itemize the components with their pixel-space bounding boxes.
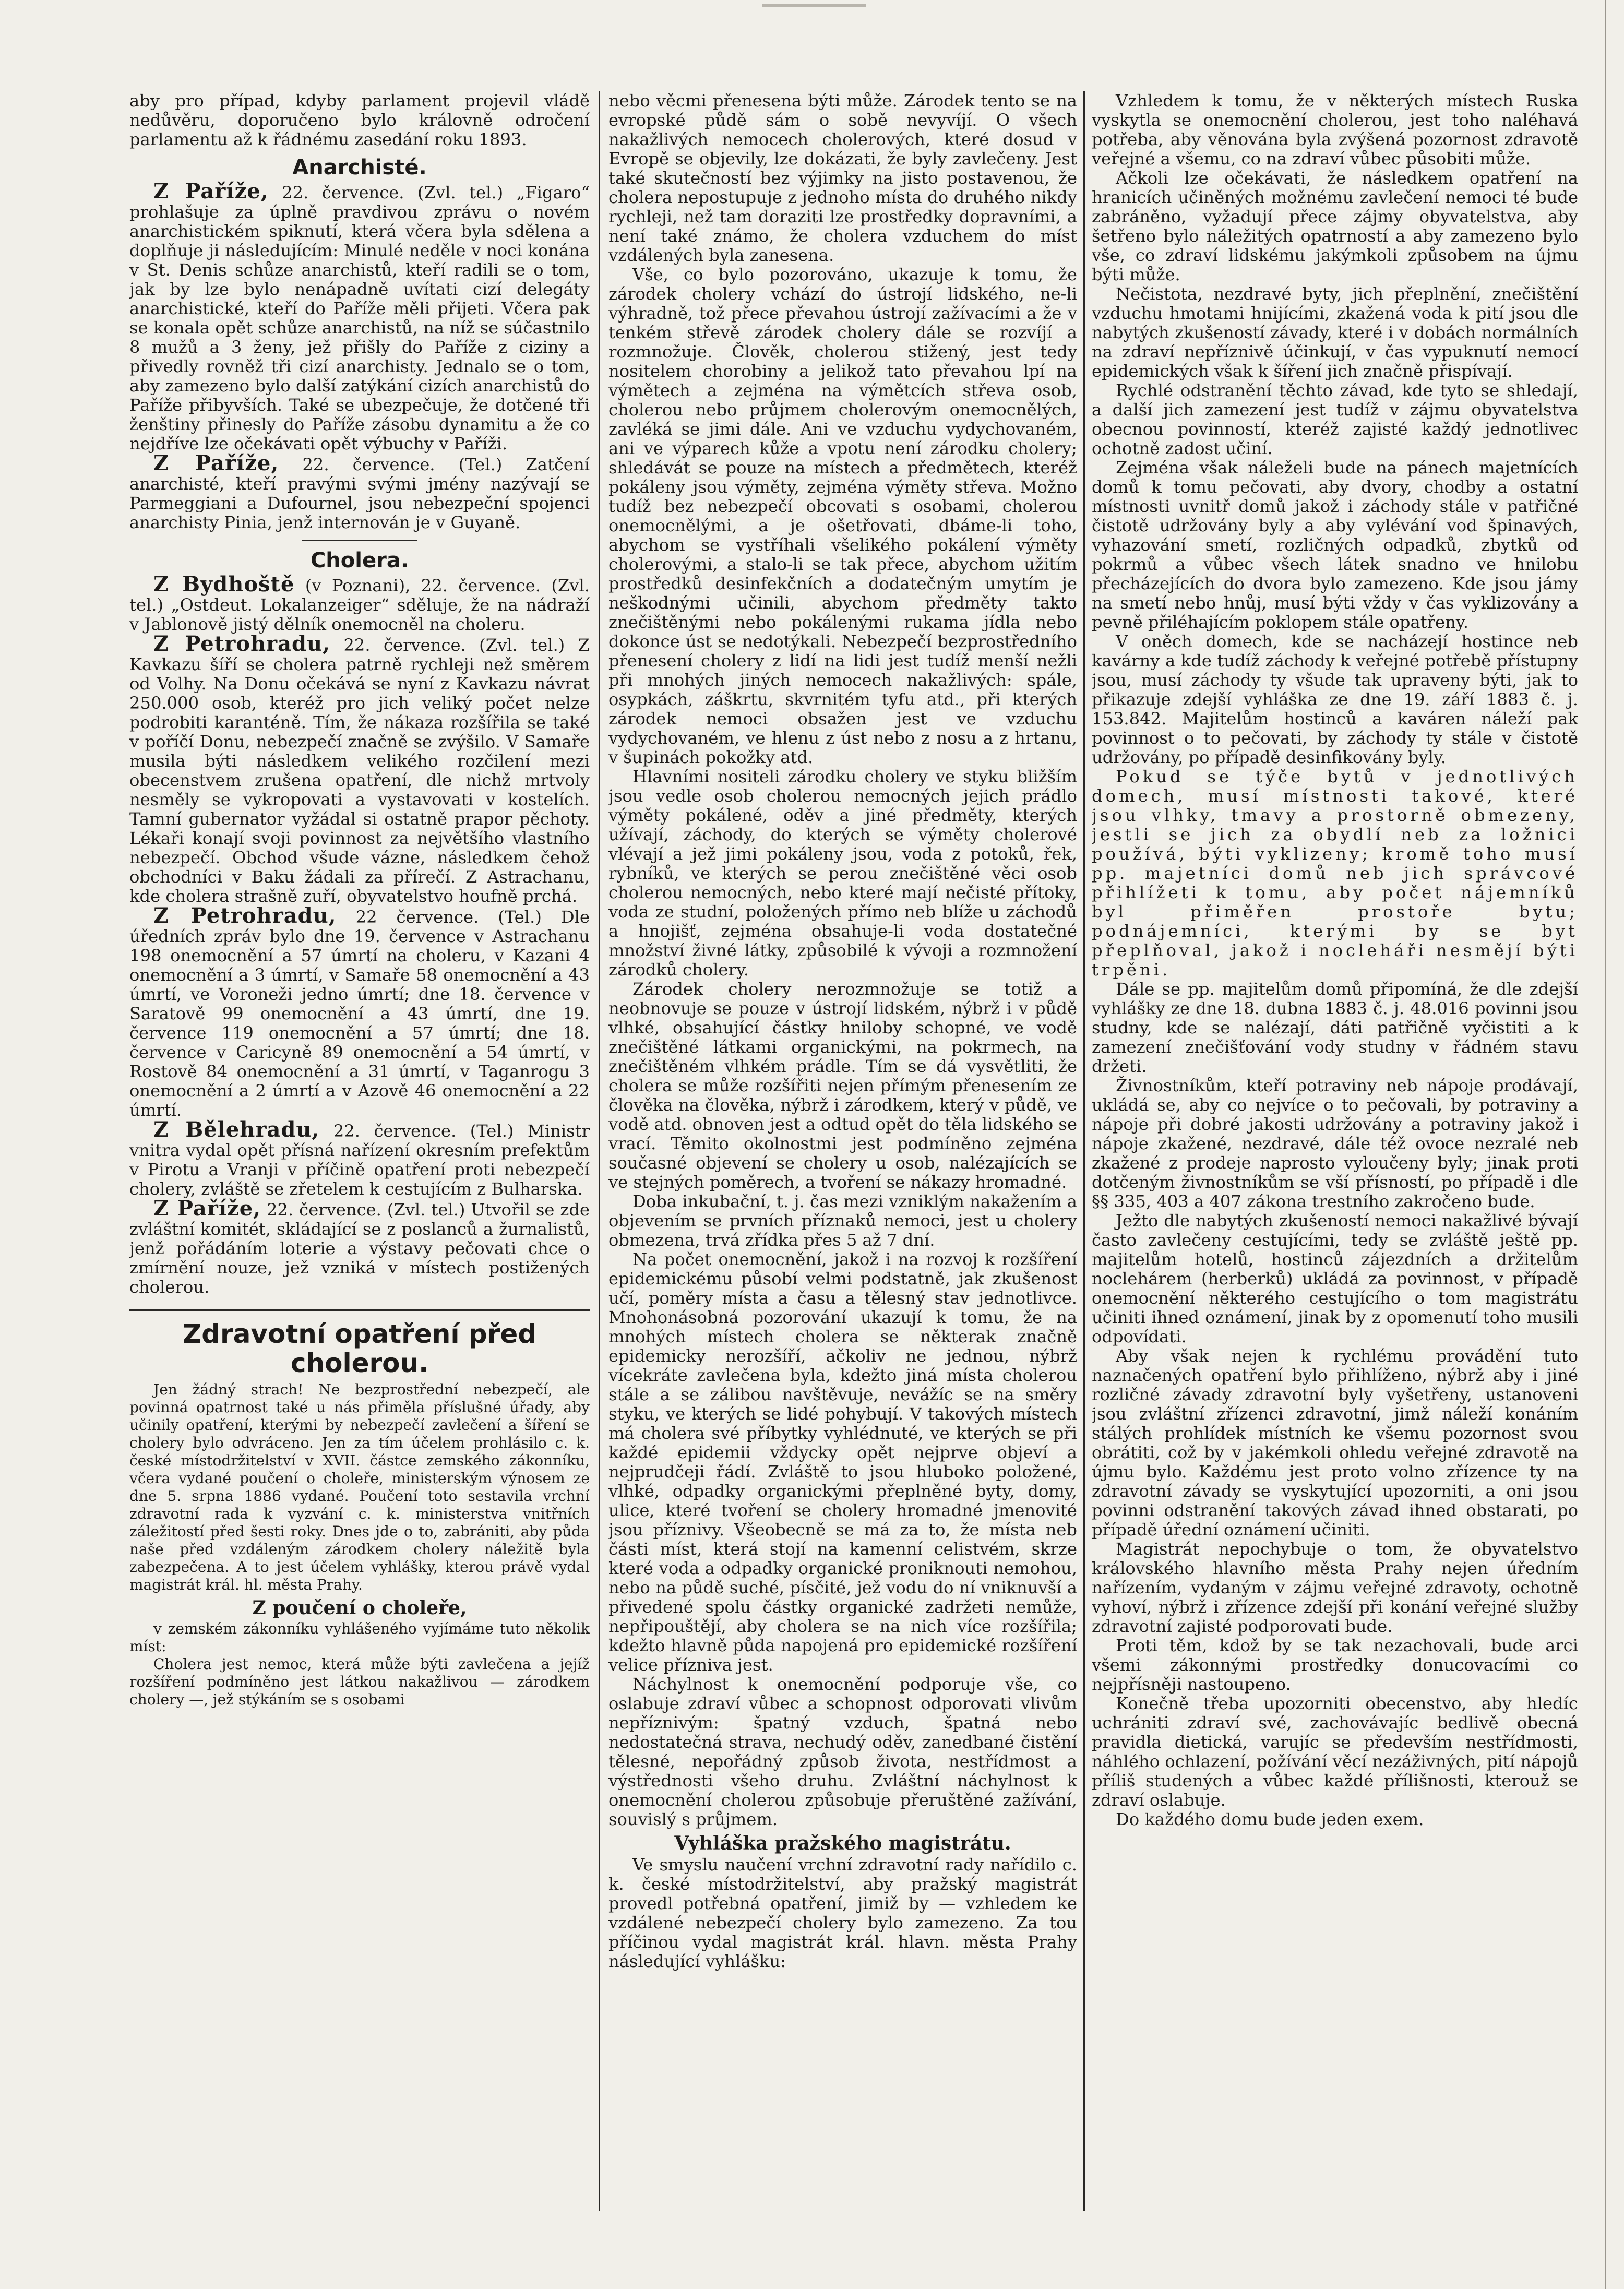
page-top-mark — [762, 4, 866, 7]
paragraph: Hlavními nositeli zárodku cholery ve styku bližším jsou vedle osob cholerou nemocných jejich prádlo výměty pokálené, oděv a jiné předměty, kterých užívají, záchody, do kterých se výměty cholerové vlévají a jež jimi pokáleny jsou, voda z potoků, řek, rybníků, ve kterých se perou znečištěné věci osob cholerou nemocných, nebo které mají nečisté přítoky, voda ze studní, položených přímo neb blíže u záchodů a hnojišť, zejména obsahuje-li voda dostatečné množství živné látky, způsobilé k vývoji a rozmnožení zárodků cholery. — [608, 767, 1077, 980]
article-text: 22. července. (Tel.) Zatčení anarchisté, kteří pravými svými jmény nazývají se Parmeggiani a Dufournel, jsou nebezpeční spojenci anarchisty Pinia, jenž internován je v Guyaně. — [129, 455, 590, 532]
page-binding-edge — [1605, 0, 1606, 2289]
article-text: 22. července. (Zvl. tel.) Z Kavkazu šíří se cholera patrně rychleji než směrem od Volhy. Na Donu očekává se nyní z Kavkazu návrat 250.000 osob, kteréž pro jich veliký počet nelze podrobiti karanténě. Tím, že nákaza rozšířila se také v poříčí Donu, nebezpečí značně se zvýšilo. V Samaře musila býti následkem velikého rozčilení mezi obecenstvem zrušena opatření, dle nichž mrtvoly nesměly se vykropovati a vystavovati v kostelích. Tamní gubernator vyžádal si ostatně prapor pěchoty. Lékaři konají svoji povinnost za největšího vlastního nebezpečí. Obchod všude vázne, následkem čehož obchodníci v Baku žádali za přírečí. Z Astrachanu, kde cholera strašně zuří, obyvatelstvo houfně prchá. — [129, 635, 590, 906]
column-rule-2 — [1083, 91, 1085, 2211]
paragraph: Dále se pp. majitelům domů připomíná, že dle zdejší vyhlášky ze dne 18. dubna 1883 č. j. 48.016 povinni jsou studny, kde se nalézají, dáti patřičně vyčistiti a k zamezení znečišťování vody studny v řádném stavu držeti. — [1092, 979, 1578, 1076]
pouceni-paragraph-2: Cholera jest nemoc, která může býti zavlečena a jejíž rozšíření podmíněno jest látkou nakažlivou — zárodkem cholery —, jež stýkáním se s osobami — [129, 1655, 590, 1708]
section-heading-anarchiste: Anarchisté. — [292, 156, 427, 180]
paragraph: Živnostníkům, kteří potraviny neb nápoje prodávají, ukládá se, aby co nejvíce o to pečovali, by potraviny a nápoje při dobré jakosti udržovány a potraviny jakož i nápoje zkažené, nezdravé, dále též ovoce nezralé neb zkažené z prodeje naprosto vyloučeny byly; jinak proti dotčeným živnostníkům se vší přísností, po případě i dle §§ 335, 403 a 407 zákona trestního zakročeno bude. — [1092, 1076, 1578, 1211]
article-text: 22. července. (Tel.) Ministr vnitra vydal opět přísná nařízení okresním prefektům v Pirotu a Vranji v příčině opatření proti nebezpečí cholery, zvláště se zřetelem k cestujícím z Bulharska. — [129, 1121, 590, 1199]
article-zdravotni-intro: Jen žádný strach! Ne bezprostřední nebezpečí, ale povinná opatrnost také u nás přiměla příslušné úřady, aby učinily opatření, kterými by nebezpečí zavlečení a šíření se cholery bylo odvráceno. Jen za tím účelem prohlásilo c. k. české místodržitelství v XVII. částce zemského zákonníku, včera vydané poučení o choleře, ministerským výnosem ze dne 5. srpna 1886 vydané. Poučení toto sestavila vrchní zdravotní rada k vyzvání c. k. ministerstva vnitřních záležitostí před šesti roky. Dnes jde o to, zabrániti, aby půda naše před vzdáleným zárodkem cholery náležitě byla zabezpečena. A to jest účelem vyhlášky, kterou právě vydal magistrát král. hl. města Prahy. — [129, 1381, 590, 1593]
paragraph: V oněch domech, kde se nacházejí hostince neb kavárny a kde tudíž záchody k veřejné potřebě přístupny jsou, musí záchody ty všude tak upraveny býti, jak to přikazuje zdejší vyhláška ze dne 19. září 1883 č. j. 153.842. Majitelům hostinců a kaváren náleží pak povinnost o to pečovati, by záchody ty stále v čistotě udržovány, po případě desinfikovány byly. — [1092, 631, 1578, 767]
paragraph: Rychlé odstranění těchto závad, kde tyto se shledají, a další jich zamezení jest tudíž v zájmu obyvatelstva obecnou povinností, kteréž zajisté každý jednotlivec ochotně zadost učiní. — [1092, 380, 1578, 458]
column-2 — [608, 91, 1077, 2216]
paragraph: Vše, co bylo pozorováno, ukazuje k tomu, že zárodek cholery vchází do ústrojí lidského, ne-li výhradně, tož přece převahou ústrojí zažívacími a že v tenkém střevě zárodek cholery dále se rozvíjí a rozmnožuje. Člověk, cholerou stižený, jest tedy nositelem chorobiny a jelikož tato převahou lpí na výmětech a zejména na výmětcích střeva osob, cholerou nebo průjmem cholerovým onemocnělých, zavléká se jimi dále. Ani ve vzduchu vydychovaném, ani ve výparech kůže a vpotu není zárodku cholery; shledávát se pouze na místech a předmětech, kteréž pokáleny jsou výměty, zejména výměty střeva. Možno tudíž bez nebezpečí obcovati s osobami, cholerou onemocnělými, a je ošetřovati, dbáme-li toho, abychom se vystříhali všelikého pokálení výměty cholerovými, a stalo-li se tak přece, abychom užitím prostředků desinfekčních a dodatečným umytím je neškodnými učinili, abychom předměty takto znečištěnými nebo pokálenými rukama jídla nebo dokonce úst se nedotýkali. Nebezpečí bezprostředního přenesení cholery z lidí na lidi jest tudíž menší nežli při mnohých jiných nemocech nakažlivých: spále, osypkách, záškrtu, skvrnitém tyfu atd., při kterých zárodek nemoci obsažen jest ve vzduchu vydychovaném, ve hlenu z úst nebo z nosu a z hrtanu, v šupinách pokožky atd. — [608, 265, 1077, 767]
article-petrohrad-1 — [129, 631, 590, 906]
paragraph: Ačkoli lze očekávati, že následkem opatření na hranicích učiněných možnému zavlečení nemoci té bude zabráněno, vyžadují přece zájmy obyvatelstva, aby šetřeno bylo náležitých opatrností a aby zamezeno bylo vše, co zdraví lidskému jakýmkoli způsobem na újmu býti může. — [1092, 168, 1578, 284]
dateline: Z Paříže, — [153, 1196, 261, 1221]
paragraph: Aby však nejen k rychlému provádění tuto naznačených opatření bylo přihlíženo, nýbrž aby i jiné rozličné závady zdravotní byly vyšetřeny, ustanoveni jsou zvláštní zřízenci zdravotní, jimž náleží konáním stálých prohlídek místních ke všemu pozornost svou obrátiti, což by v jakémkoli ohledu veřejné zdravotě na újmu bylo. Každému jest proto volno zřízence ty na zdravotní závady se vyskytující upozorniti, a oni jsou povinni odstranění takových závad ihned obstarati, po případě úřední oznámení učiniti. — [1092, 1346, 1578, 1540]
paragraph: Do každého domu bude jeden exem. — [1116, 1809, 1424, 1829]
paragraph: Vzhledem k tomu, že v některých místech Ruska vyskytla se onemocnění cholerou, jest toho naléhavá potřeba, aby věnována byla zvýšená pozornost zdravotě veřejné a všemu, co na zdraví vůbec působiti může. — [1092, 91, 1578, 169]
paragraph: Konečně třeba upozorniti obecenstvo, aby hledíc uchrániti zdraví své, zachovávajíc bedlivě obecná pravidla dietická, varujíc se především nestřídmosti, náhlého ochlazení, požívání věcí nezáživných, pití nápojů příliš studených a vůbec každé přílišnosti, kterouž se zdraví oslabuje. — [1092, 1694, 1578, 1810]
subheading-pouceni: Z poučení o choleře, — [252, 1597, 467, 1619]
dateline: Z Bělehradu, — [153, 1117, 320, 1142]
paragraph: Zárodek cholery nerozmnožuje se totiž a neobnovuje se pouze v ústrojí lidském, nýbrž i v půdě vlhké, obsahující částky hniloby schopné, ve vodě znečištěné látkami organickými, na pokrmech, na znečištěném vlhkém prádle. Tím se dá vysvětliti, že cholera se může rozšířiti nejen přímým přenesením ze člověka na člověka, nýbrž i zárodkem, který v půdě, ve vodě atd. obnoven jest a odtud opět do těla lidského se vrací. Těmito okolnostmi jest podmíněno zejména současné objevení se cholery u osob, nalézajících se ve stejných poměrech, a tvoření se nákazy hromadné. — [608, 979, 1077, 1192]
column-rule-1 — [599, 91, 600, 2211]
article-text: 22. července. (Zvl. tel.) „Figaro“ prohlašuje za úplně pravdivou zprávu o novém anarchistickém spiknutí, která včera byla sdělena a doplňuje ji následujícím: Minulé neděle v noci konána v St. Denis schůze anarchistů, kteří radili se o tom, jak by lze bylo nenápadně uvítati cizí delegáty anarchistické, kteří do Paříže měli přijeti. Včera pak se konala opět schůze anarchistů, na níž se súčastnilo 8 mužů a 3 ženy, jež přišly do Paříže z ciziny a přivedly rovněž tři cizí anarchisty. Jednalo se o tom, aby zamezeno bylo další zatýkání cizích anarchistů do Paříže přibyvších. Také se ubezpečuje, že dotčené tři ženštiny přinesly do Paříže zásobu dynamitu a že co nejdříve lze očekávati opět výbuchy v Paříži. — [129, 183, 590, 454]
paragraph: Magistrát nepochybuje o tom, že obyvatelstvo královského hlavního města Prahy nejen úředním nařízením, vydaným v zájmu veřejné zdravoty, ochotně vyhoví, nýbrž i zřízence zdejší při konání veřejné služby zdravotní zajisté podporovati bude. — [1092, 1539, 1578, 1636]
paragraph: Na počet onemocnění, jakož i na rozvoj k rozšíření epidemickému působí velmi podstatně, jak zkušenost učí, poměry místa a času a tělesný stav jednotlivce. Mnohonásobná pozorování ukazují k tomu, že na mnohých místech cholera se některak značně epidemicky nerozšíří, ačkoliv ne jednou, nýbrž vícekráte zavlečena byla, kdežto jiná místa cholerou stále a se zálibou navštěvuje, nevážíc se na směry styku, ve kterých se lidé pohybují. V takových místech má cholera své příbytky vyhlédnuté, ve kterých se při každé epidemii vždycky opět nejprve objeví a nejprudčeji řádí. Zvláště to jsou hluboko položené, vlhké, odpadky organickými přeplněné byty, domy, ulice, které tvoření se cholery hromadné jmenovité jsou příznivy. Všeobecně se má za to, že místa neb části míst, která stojí na kamenní celistvém, skrze které voda a odpadky organické proniknouti nemohou, nebo na půdě suché, písčité, jež vodu do ní vniknuvší a přivedené spolu částky organické zadržeti nemůže, nepřipouštějí, aby cholera se na nich více rozšířila; kdežto hlavně půda napojená pro epidemické rozšíření velice přízniva jest. — [608, 1249, 1077, 1675]
column-1 — [129, 91, 590, 2216]
column-3 — [1092, 91, 1578, 2216]
article-text: 22. července. (Zvl. tel.) Utvořil se zde zvláštní komitét, skládající se z poslanců a žurnalistů, jenž pořádáním loterie a výstavy pečovati chce o zmírnění nouze, jež vzniká v místech postižených cholerou. — [129, 1200, 590, 1297]
paragraph: nebo věcmi přenesena býti může. Zárodek tento se na evropské půdě sám o sobě nevyvíjí. O všech nakažlivých nemocech cholerových, které dosud v Evropě se objevily, lze dokázati, že byly zavlečeny. Jest také skutečností bez výjimky na jisto postavenou, že cholera nepostupuje z jednoho místa do druhého nikdy rychleji, než tam doraziti lze prostředky dopravními, a není také známo, že cholera vzduchem do míst vzdálených byla zanesena. — [608, 91, 1077, 265]
paragraph: Náchylnost k onemocnění podporuje vše, co oslabuje zdraví vůbec a schopnost odporovati vlivům nepříznivým: špatný vzduch, špatná nebo nedostatečná strava, nechudý oděv, zanedbané čistění tělesné, nepořádný způsob života, nestřídmost a výstřednosti všeho druhu. Zvláštní náchylnost k onemocnění cholerou způsobuje přeruštěné zažívání, souvislý s průjmem. — [608, 1674, 1077, 1829]
dateline: Z Petrohradu, — [153, 631, 331, 656]
paragraph: Zejména však náleželi bude na pánech majetnících domů k tomu pečovati, aby dvory, chodby a ostatní místnosti uvnitř domů jakož i záchody stále v patřičné čistotě udržovány byly a aby vylévání vod špinavých, vyhazování smetí, rozličných odpadků, zbytků od pokrmů a vůbec všech látek snadno ve hnilobu přecházejících do dvora bylo zamezeno. Kde jsou jámy na smetí nebo hnůj, musí býti vždy v čas vyklizovány a pevně přiléhajícím poklopem stále opatřeny. — [1092, 458, 1578, 632]
intro-paragraph: aby pro případ, kdyby parlament projevil vládě nedůvěru, doporučeno bylo královně odročení parlamentu až k řádnému zasedání roku 1893. — [129, 91, 590, 149]
article-paris-2 — [129, 451, 590, 532]
article-belehrad — [129, 1117, 590, 1199]
section-heading-cholera: Cholera. — [310, 549, 409, 573]
dateline: Z Paříže, — [153, 451, 279, 475]
article-paris-1 — [129, 179, 590, 454]
subheading-vyhlaska: Vyhláška pražského magistrátu. — [674, 1832, 1011, 1854]
dateline: Z Petrohradu, — [153, 903, 337, 928]
paragraph: Doba inkubační, t. j. čas mezi vzniklým nakažením a objevením se prvních příznaků nemoci, jest u cholery obmezena, trvá zřídka přes 5 až 7 dní. — [608, 1191, 1077, 1250]
article-text: (v Poznani), 22. července. (Zvl. tel.) „Ostdeut. Lokalanzeiger“ sděluje, že na nádraží v Jablonově jistý dělník onemocněl na choleru. — [129, 576, 590, 634]
pouceni-paragraph-1: v zemském zákonníku vyhlášeného vyjímáme tuto několik míst: — [129, 1620, 590, 1655]
article-petrohrad-2 — [129, 903, 590, 1120]
paragraph: Ježto dle nabytých zkušeností nemoci nakažlivé bývají často zavlečeny cestujícími, tedy se zvláště ještě pp. majitelům hotelů, hostinců zájezdních a držitelům noclehárem (herberků) ukládá za povinnost, v případě onemocnění některého cestujícího o tom magistrátu učiniti ihned oznámení, jinak by z opomenutí toho musili odpovídati. — [1092, 1211, 1578, 1346]
section-heading-zdravotni: Zdravotní opatření před cholerou. — [129, 1309, 590, 1378]
article-text: 22 července. (Tel.) Dle úředních zpráv bylo dne 19. července v Astrachanu 198 onemocnění a 57 úmrtí na choleru, v Kazani 4 onemocnění a 3 úmrtí, v Samaře 58 onemocnění a 43 úmrtí, ve Voroneži jedno úmrtí; dne 18. července v Saratově 99 onemocnění a 43 úmrtí, dne 19. července 119 onemocnění a 57 úmrtí; dne 18. července v Caricyně 89 onemocnění a 54 úmrtí, v Rostově 84 onemocnění a 31 úmrtí, v Taganrogu 3 onemocnění a 2 úmrtí a v Azově 46 onemocnění a 22 úmrtí. — [129, 907, 590, 1120]
paragraph: Nečistota, nezdravé byty, jich přeplnění, znečištění vzduchu hmotami hnijícími, zkažená voda k pití jsou dle nabytých zkušeností závady, které i v dobách normálních na zdraví nepříznivě účinkují, v čas vypuknutí nemocí epidemických však k šíření jich značně přispívají. — [1092, 284, 1578, 381]
divider — [302, 540, 417, 541]
article-bydhoste — [129, 572, 590, 634]
paragraph: Proti těm, kdož by se tak nezachovali, bude arci všemi zákonnými prostředky donucovacími co nejpřísněji nastoupeno. — [1092, 1636, 1578, 1694]
paragraph-spaced: Pokud se týče bytů v jednotlivých domech, musí místnosti takové, které jsou vlhky, tmavy a prostorně obmezeny, jestli se jich za obydlí neb za ložnici používá, býti vyklizeny; kromě toho musí pp. majetníci domů neb jich správcové přihlížeti k tomu, aby počet nájemníků byl přiměřen prostoře bytu; podnájemníci, kterými by se byt přeplňoval, jakož i nocleháři nesmějí býti trpěni. — [1092, 767, 1578, 980]
paragraph: Ve smyslu naučení vrchní zdravotní rady nařídilo c. k. české místodržitelství, aby pražský magistrát provedl potřebná opatření, jimiž by — vzhledem ke vzdálené nebezpečí cholery bylo zamezeno. Za tou příčinou vydal magistrát král. hlavn. města Prahy následující vyhlášku: — [608, 1855, 1077, 1971]
dateline: Z Paříže, — [153, 179, 269, 204]
dateline: Z Bydhoště — [153, 572, 295, 597]
article-paris-3 — [129, 1196, 590, 1297]
